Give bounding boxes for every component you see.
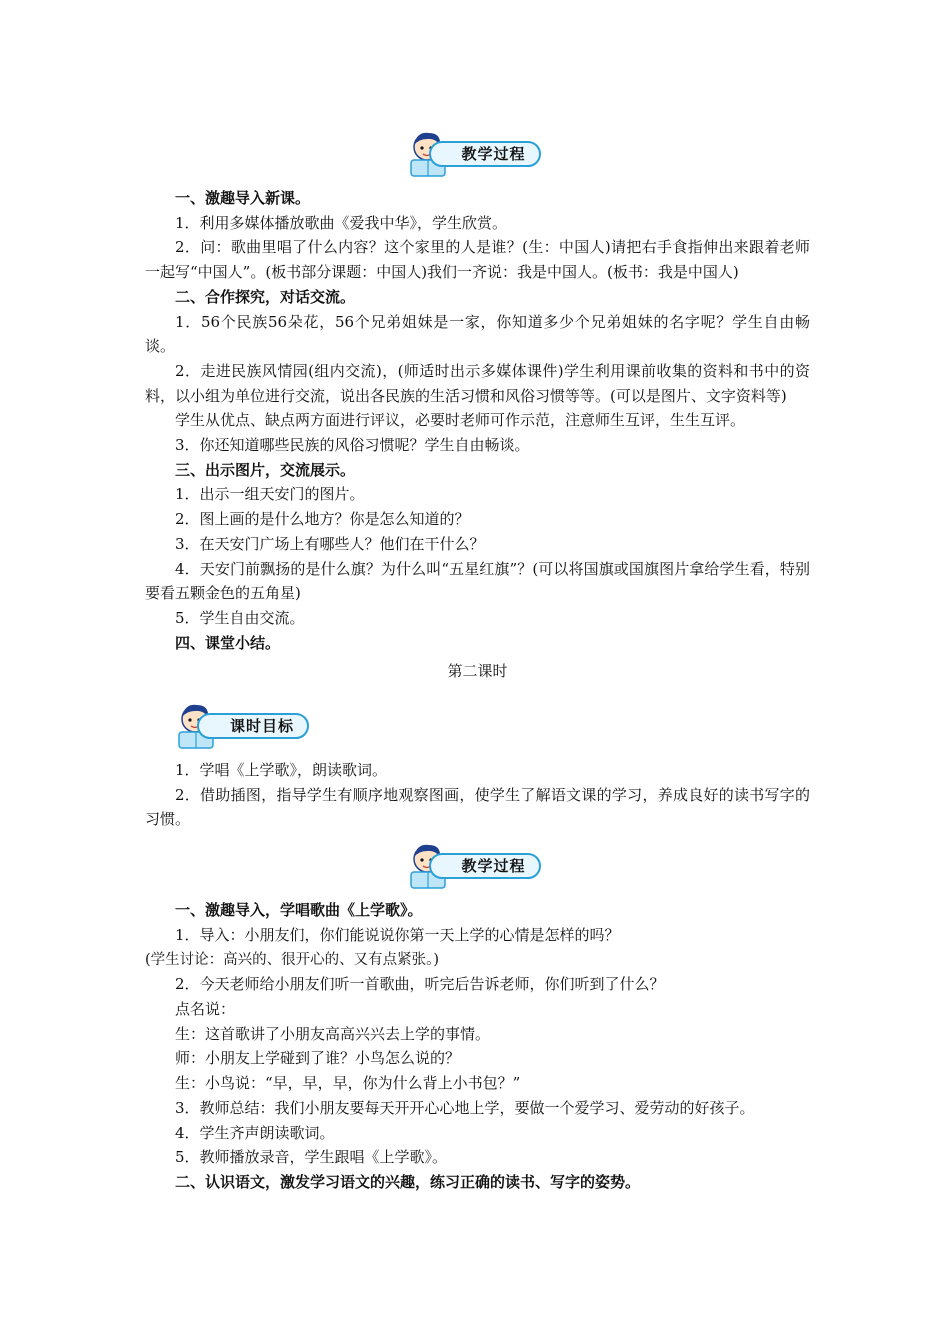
paragraph: 3．教师总结：我们小朋友要每天开开心心地上学，要做一个爱学习、爱劳动的好孩子。 [175,1098,755,1117]
paragraph: 2．借助插图，指导学生有顺序地观察图画，使学生了解语文课的学习，养成良好的读书写字的习惯。 [145,785,810,829]
document-page [145,120,810,1195]
badge-label: 课时目标 [197,713,309,739]
paragraph: 1．出示一组天安门的图片。 [175,485,365,504]
badge-label: 教学过程 [429,141,541,167]
paragraph: 2．走进民族风情园(组内交流)，(师适时出示多媒体课件)学生利用课前收集的资料和书中的资料，以小组为单位进行交流，说出各民族的生活习惯和风俗习惯等等。(可以是图片、文字资料等) [145,361,810,405]
paragraph: 1．56个民族56朵花，56个兄弟姐妹是一家，你知道多少个兄弟姐妹的名字呢？学生自由畅谈。 [145,312,810,356]
paragraph: 5．学生自由交流。 [175,608,305,627]
paragraph: 点名说： [175,999,236,1018]
paragraph: 3．在天安门广场上有哪些人？他们在干什么？ [175,534,485,553]
section-badge [407,127,549,179]
paragraph: 3．你还知道哪些民族的风俗习惯呢？学生自由畅谈。 [175,436,530,455]
paragraph: 1．学唱《上学歌》，朗读歌词。 [175,761,388,780]
paragraph: 学生从优点、缺点两方面进行评议，必要时老师可作示范，注意师生互评，生生互评。 [175,411,746,430]
paragraph: 生：这首歌讲了小朋友高高兴兴去上学的事情。 [175,1024,491,1043]
paragraph: 师：小朋友上学碰到了谁？小鸟怎么说的？ [175,1049,461,1068]
paragraph: 2．今天老师给小朋友们听一首歌曲，听完后告诉老师，你们听到了什么？ [175,975,665,994]
heading-1: 一、激趣导入新课。 [175,189,311,207]
teaching-process-header [145,120,810,186]
paragraph: 2．问：歌曲里唱了什么内容？这个家里的人是谁？(生：中国人)请把右手食指伸出来跟着老师一起写“中国人”。(板书部分课题：中国人)我们一齐说：我是中国人。(板书：我是中国人) [145,238,810,282]
heading-3: 三、出示图片，交流展示。 [175,460,356,479]
heading-2: 二、合作探究，对话交流。 [175,287,356,306]
paragraph: 4．天安门前飘扬的是什么旗？为什么叫“五星红旗”？(可以将国旗或国旗图片拿给学生看，特别要看五颗金色的五角星) [145,559,810,603]
heading-1: 一、激趣导入，学唱歌曲《上学歌》。 [175,901,423,920]
paragraph: 1．导入：小朋友们，你们能说说你第一天上学的心情是怎样的吗？ [175,925,620,944]
paragraph: 1．利用多媒体播放歌曲《爱我中华》，学生欣赏。 [175,213,508,232]
badge-label: 教学过程 [429,853,541,879]
heading-2: 二、认识语文，激发学习语文的兴趣，练习正确的读书、写字的姿势。 [175,1172,641,1191]
paragraph: 4．学生齐声朗读歌词。 [175,1123,335,1142]
paragraph: (学生讨论：高兴的、很开心的、又有点紧张。) [145,951,440,968]
paragraph: 生：小鸟说：“早，早，早，你为什么背上小书包？” [175,1074,521,1093]
section-badge [407,839,549,891]
lesson-title: 第二课时 [447,662,508,681]
paragraph: 2．图上画的是什么地方？你是怎么知道的？ [175,510,470,529]
lesson-goals-header [145,692,810,758]
section-badge [175,699,317,751]
teaching-process-header [145,832,810,898]
paragraph: 5．教师播放录音，学生跟唱《上学歌》。 [175,1148,448,1167]
heading-4: 四、课堂小结。 [175,633,281,652]
